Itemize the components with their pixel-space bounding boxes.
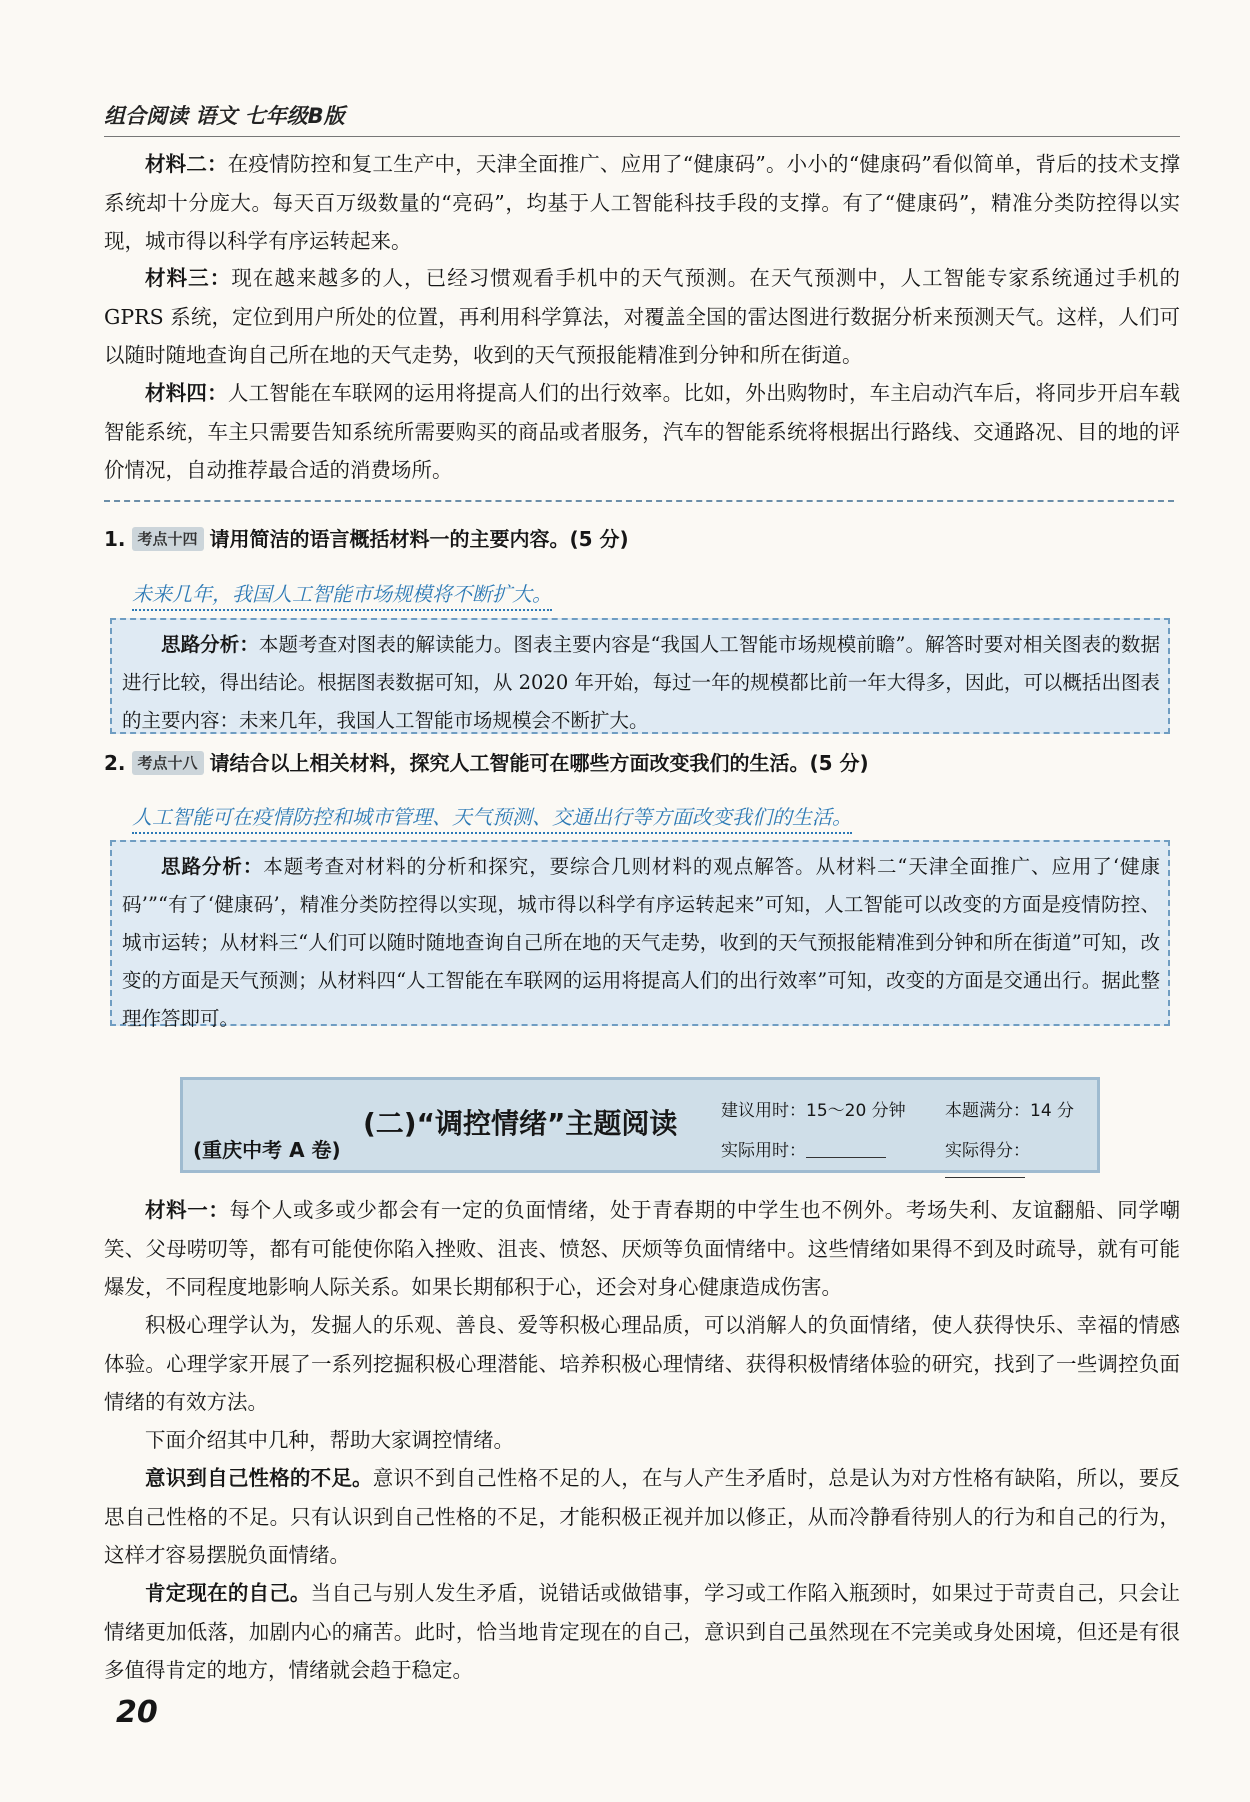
material-text: 每个人或多或少都会有一定的负面情绪，处于青春期的中学生也不例外。考场失利、友谊翻船、同学嘲笑、父母唠叨等，都有可能使你陷入挫败、沮丧、愤怒、厌烦等负面情绪中。这些情绪如果得不到及时疏导，就有可能爆发，不同程度地影响人际关系。如果长期郁积于心，还会对身心健康造成伤害。: [104, 1198, 1181, 1299]
material-text: 下面介绍其中几种，帮助大家调控情绪。: [145, 1428, 514, 1452]
material-text: 人工智能在车联网的运用将提高人们的出行效率。比如，外出购物时，车主启动汽车后，将同步开启车载智能系统，车主只需要告知系统所需要购买的商品或者服务，汽车的智能系统将根据出行路线、交通路况、目的地的评价情况，自动推荐最合适的消费场所。: [104, 381, 1181, 482]
full-score: 本题满分：14 分: [945, 1101, 1075, 1121]
material-paragraph: [104, 1421, 1180, 1460]
analysis-label: 思路分析：: [161, 633, 259, 656]
running-header: 组合阅读 语文 七年级B版: [104, 104, 345, 128]
question-text: 请用简洁的语言概括材料一的主要内容。(5 分): [209, 527, 629, 551]
section-divider: [104, 500, 1174, 502]
material-paragraph: [104, 1459, 1180, 1575]
material-label: 材料三：: [145, 266, 232, 290]
material-label: 材料一：: [145, 1198, 230, 1222]
material-text: 意识不到自己性格不足的人，在与人产生矛盾时，总是认为对方性格有缺陷，所以，要反思自己性格的不足。只有认识到自己性格的不足，才能积极正视并加以修正，从而冷静看待别人的行为和自己的行为，这样才容易摆脱负面情绪。: [104, 1466, 1181, 1567]
material-label: 肯定现在的自己。: [145, 1581, 311, 1605]
material-text: 现在越来越多的人，已经习惯观看手机中的天气预测。在天气预测中，人工智能专家系统通过手机的 GPRS 系统，定位到用户所处的位置，再利用科学算法，对覆盖全国的雷达图进行数据分析来预测天气。这样，人们可以随时随地查询自己所在地的天气走势，收到的天气预报能精准到分钟和所在街道。: [104, 266, 1181, 367]
header-divider: [104, 136, 1180, 137]
section-banner: [180, 1077, 1100, 1173]
exam-point-tag: 考点十四: [132, 527, 204, 551]
material-paragraph: [104, 1574, 1180, 1690]
question-number: 2.: [104, 751, 126, 775]
page-number: 20: [116, 1695, 158, 1730]
question-text: 请结合以上相关材料，探究人工智能可在哪些方面改变我们的生活。(5 分): [209, 751, 869, 775]
answer-1: 未来几年，我国人工智能市场规模将不断扩大。: [132, 578, 552, 611]
material-label: 材料四：: [145, 381, 228, 405]
analysis-text: 本题考查对图表的解读能力。图表主要内容是“我国人工智能市场规模前瞻”。解答时要对相关图表的数据进行比较，得出结论。根据图表数据可知，从 2020 年开始，每过一年的规模都比前一年大得多，因此，可以概括出图表的主要内容：未来几年，我国人工智能市场规模会不断扩大。: [122, 633, 1160, 732]
section-source: (重庆中考 A 卷): [193, 1138, 341, 1162]
actual-score-blank[interactable]: [945, 1161, 1025, 1178]
analysis-box-2: [110, 840, 1170, 1030]
actual-time-blank[interactable]: [806, 1141, 886, 1158]
material-label: 材料二：: [145, 152, 228, 176]
analysis-label: 思路分析：: [161, 855, 264, 878]
material-text: 在疫情防控和复工生产中，天津全面推广、应用了“健康码”。小小的“健康码”看似简单，背后的技术支撑系统却十分庞大。每天百万级数量的“亮码”，均基于人工智能科技手段的支撑。有了“健康码”，精准分类防控得以实现，城市得以科学有序运转起来。: [104, 152, 1181, 253]
suggested-time: 建议用时：15～20 分钟: [721, 1101, 906, 1121]
material-paragraph: [104, 374, 1180, 490]
material-text: 当自己与别人发生矛盾，说错话或做错事，学习或工作陷入瓶颈时，如果过于苛责自己，只会让情绪更加低落，加剧内心的痛苦。此时，恰当地肯定现在的自己，意识到自己虽然现在不完美或身处困境，但还是有很多值得肯定的地方，情绪就会趋于稳定。: [104, 1581, 1181, 1682]
exam-point-tag: 考点十八: [132, 751, 204, 775]
material-text: 积极心理学认为，发掘人的乐观、善良、爱等积极心理品质，可以消解人的负面情绪，使人获得快乐、幸福的情感体验。心理学家开展了一系列挖掘积极心理潜能、培养积极心理情绪、获得积极情绪体验的研究，找到了一些调控负面情绪的有效方法。: [104, 1313, 1180, 1414]
question-number: 1.: [104, 527, 126, 551]
question-2: [104, 748, 1180, 778]
answer-2: 人工智能可在疫情防控和城市管理、天气预测、交通出行等方面改变我们的生活。: [132, 801, 852, 834]
material-paragraph: [104, 1191, 1180, 1307]
material-paragraph: [104, 145, 1180, 261]
question-1: [104, 524, 1180, 554]
analysis-text: 本题考查对材料的分析和探究，要综合几则材料的观点解答。从材料二“天津全面推广、应用了‘健康码’”“有了‘健康码’，精准分类防控得以实现，城市得以科学有序运转起来”可知，人工智能可以改变的方面是疫情防控、城市运转；从材料三“人们可以随时随地查询自己所在地的天气走势，收到的天气预报能精准到分钟和所在街道”可知，改变的方面是天气预测；从材料四“人工智能在车联网的运用将提高人们的出行效率”可知，改变的方面是交通出行。据此整理作答即可。: [122, 855, 1160, 1030]
material-paragraph: [104, 1306, 1180, 1422]
material-paragraph: [104, 259, 1180, 375]
material-label: 意识到自己性格的不足。: [145, 1466, 373, 1490]
analysis-box-1: [110, 618, 1170, 734]
actual-score: 实际得分：: [945, 1136, 1097, 1181]
section-title: (二)“调控情绪”主题阅读: [363, 1107, 678, 1140]
actual-time: 实际用时：: [721, 1136, 886, 1161]
